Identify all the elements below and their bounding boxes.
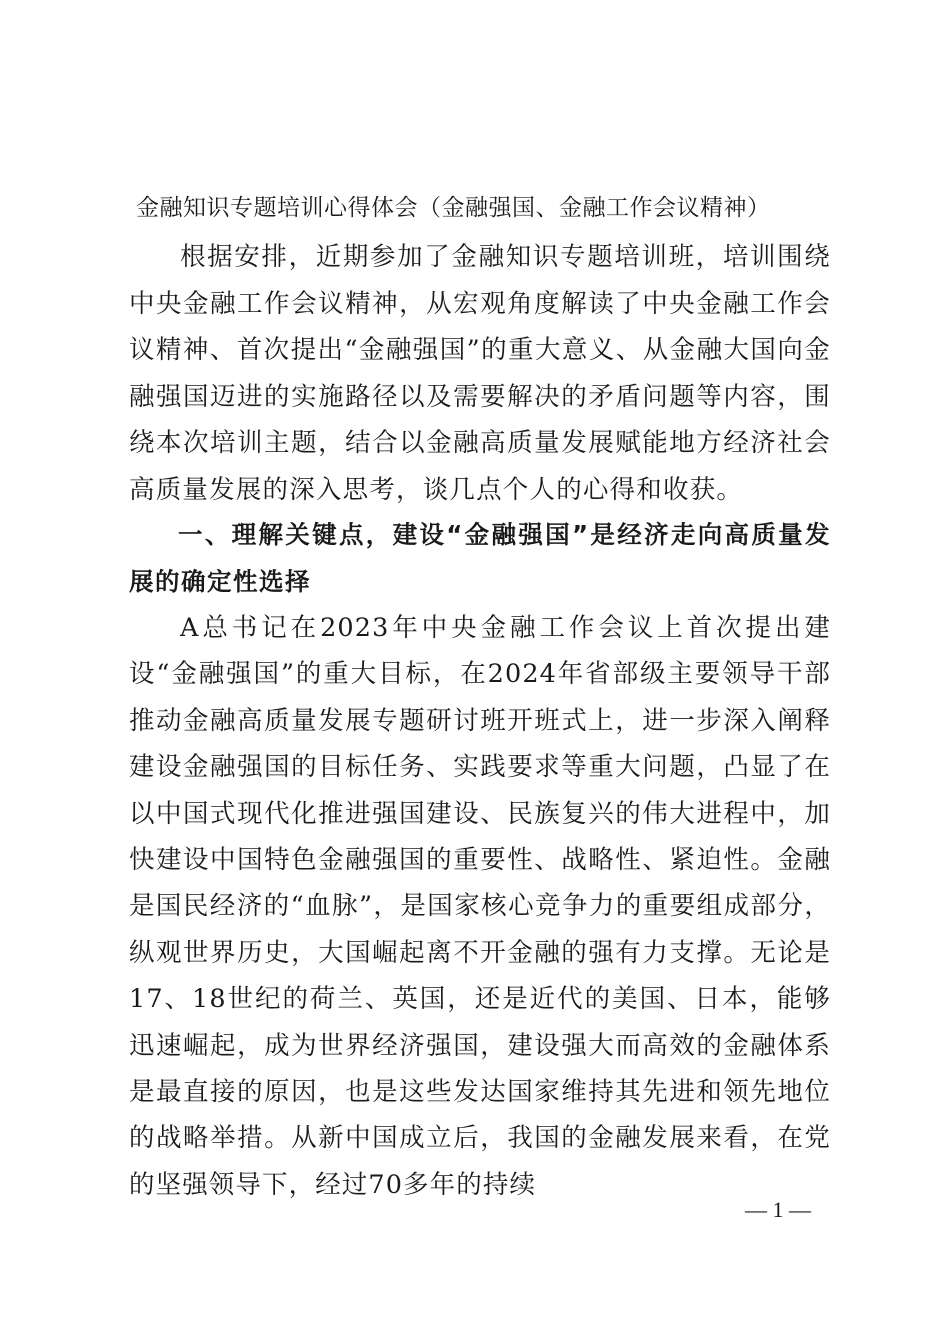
page-number: — 1 —	[745, 1197, 811, 1222]
intro-paragraph: 根据安排，近期参加了金融知识专题培训班，培训围绕中央金融工作会议精神，从宏观角度解读了中央金融工作会议精神、首次提出“金融强国”的重大意义、从金融大国向金融强国迈进的实施路径以及需要解决的矛盾问题等内容，围绕本次培训主题，结合以金融高质量发展赋能地方经济社会高质量发展的深入思考，谈几点个人的心得和收获。	[129, 242, 831, 505]
section-heading: 一、理解关键点，建设“金融强国”是经济走向高质量发展的确定性选择	[129, 520, 831, 596]
document-title: 金融知识专题培训心得体会（金融强国、金融工作会议精神）	[136, 195, 771, 221]
section-paragraph: A总书记在2023年中央金融工作会议上首次提出建设“金融强国”的重大目标，在2024年省部级主要领导干部推动金融高质量发展专题研讨班开班式上，进一步深入阐释建设金融强国的目标任务、实践要求等重大问题，凸显了在以中国式现代化推进强国建设、民族复兴的伟大进程中，加快建设中国特色金融强国的重要性、战略性、紧迫性。金融是国民经济的“血脉”，是国家核心竞争力的重要组成部分，纵观世界历史，大国崛起离不开金融的强有力支撑。无论是17、18世纪的荷兰、英国，还是近代的美国、日本，能够迅速崛起，成为世界经济强国，建设强大而高效的金融体系是最直接的原因，也是这些发达国家维持其先进和领先地位的战略举措。从新中国成立后，我国的金融发展来看，在党的坚强领导下，经过70多年的持续	[129, 613, 831, 1200]
